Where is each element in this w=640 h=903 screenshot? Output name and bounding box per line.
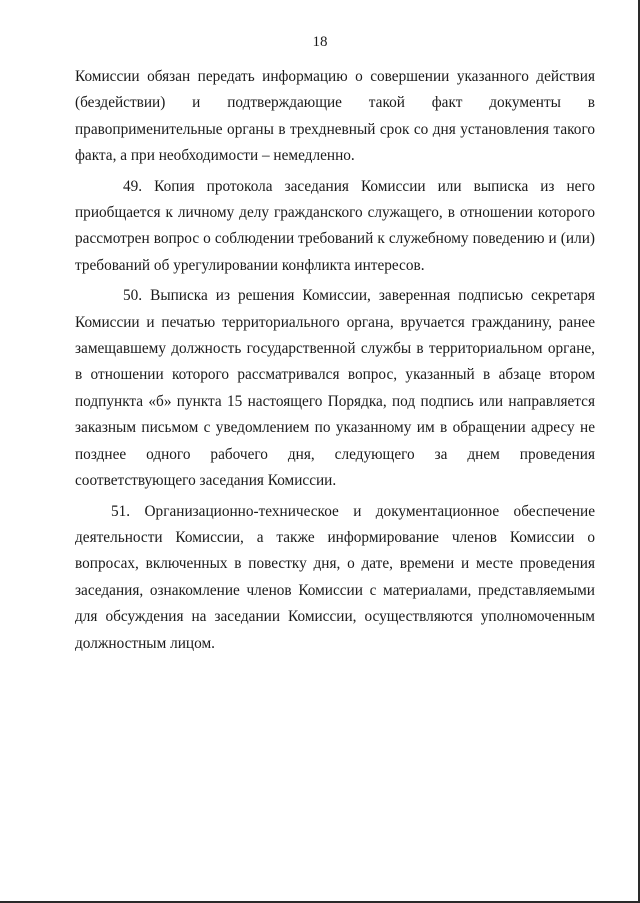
- paragraph-49: 49. Копия протокола заседания Комиссии или выписка из него приобщается к личному делу гражданского служащего, в отношении которого рассмотрен вопрос о соблюдении требований к служебному поведению и (или) требований об урегулировании конфликта интересов.: [75, 177, 595, 274]
- document-body: [75, 64, 595, 661]
- paragraph-50: 50. Выписка из решения Комиссии, заверенная подписью секретаря Комиссии и печатью территориального органа, вручается гражданину, ранее замещавшему должность государственной службы в территориальном органе, в отношении которого рассматривался вопрос, указанный в абзаце втором подпункта «б» пункта 15 настоящего Порядка, под подпись или направляется заказным письмом с уведомлением по указанному им в обращении адресу не позднее одного рабочего дня, следующего за днем проведения соответствующего заседания Комиссии.: [75, 287, 595, 490]
- paragraph-continuation: Комиссии обязан передать информацию о совершении указанного действия (бездействии) и подтверждающие такой факт документы в правоприменительные органы в трехдневный срок со дня установления такого факта, а при необходимости – немедленно.: [75, 68, 595, 165]
- page-number: 18: [312, 34, 328, 50]
- paragraph-51: 51. Организационно-техническое и документационное обеспечение деятельности Комиссии, а также информирование членов Комиссии о вопросах, включенных в повестку дня, о дате, времени и месте проведения заседания, ознакомление членов Комиссии с материалами, представляемыми для обсуждения на заседании Комиссии, осуществляются уполномоченным должностным лицом.: [75, 502, 595, 652]
